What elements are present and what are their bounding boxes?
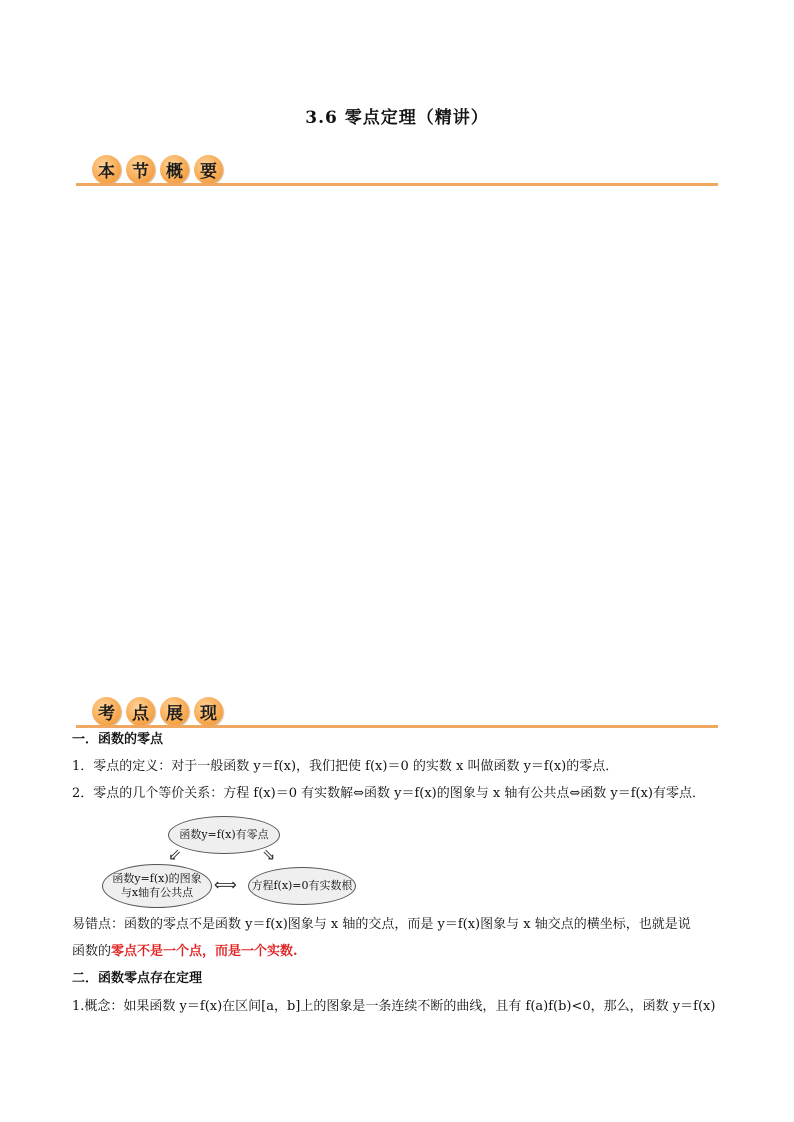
badge-char: 展 xyxy=(160,697,189,726)
ellipse-graph-intersects xyxy=(102,864,212,908)
ellipse-equation-root xyxy=(248,867,356,905)
ellipse-text xyxy=(112,872,201,900)
double-arrow-icon: ⇘ xyxy=(262,845,276,864)
paragraph-definition: 1．零点的定义：对于一般函数 y＝f(x)，我们把使 f(x)＝0 的实数 x 叫做函数 y＝f(x)的零点． xyxy=(72,759,619,774)
double-arrow-icon: ⇙ xyxy=(168,845,182,864)
paragraph-concept: 1.概念：如果函数 y＝f(x)在区间[a，b]上的图象是一条连续不断的曲线，且有 f(a)f(b)<0，那么，函数 y＝f(x) xyxy=(72,999,716,1014)
ellipse-text-line: 与x轴有公共点 xyxy=(120,886,194,899)
badge-char: 考 xyxy=(92,697,121,726)
pitfall-emphasis: 零点不是一个点，而是一个实数. xyxy=(111,944,298,959)
heading-existence-theorem: 二．函数零点存在定理 xyxy=(72,971,203,986)
badge-char: 本 xyxy=(92,155,121,184)
equivalence-diagram xyxy=(100,812,370,912)
pitfall-prefix: 函数的 xyxy=(72,944,112,959)
paragraph-pitfall-cont xyxy=(72,941,724,963)
badge-char: 要 xyxy=(194,155,223,184)
badge-char: 点 xyxy=(126,697,155,726)
section-badges xyxy=(92,155,228,184)
badge-char: 现 xyxy=(194,697,223,726)
paragraph-equivalence: 2．零点的几个等价关系：方程 f(x)＝0 有实数解⇔函数 y＝f(x)的图象与 x 轴有公共点⇔函数 y＝f(x)有零点． xyxy=(72,786,706,801)
heading-zero-of-function: 一．函数的零点 xyxy=(72,732,164,747)
badge-char: 概 xyxy=(160,155,189,184)
page-title: 3.6 零点定理（精讲） xyxy=(305,108,489,128)
ellipse-text: 函数y=f(x)有零点 xyxy=(179,828,269,841)
double-arrow-icon: ⟺ xyxy=(214,875,237,894)
section-header-overview xyxy=(76,150,718,186)
section-divider xyxy=(76,725,718,728)
section-divider xyxy=(76,183,718,186)
ellipse-text: 方程f(x)=0有实数根 xyxy=(251,879,353,892)
paragraph-pitfall: 易错点：函数的零点不是函数 y＝f(x)图象与 x 轴的交点，而是 y＝f(x)图象与 x 轴交点的横坐标，也就是说 xyxy=(72,917,691,932)
ellipse-text-line: 函数y=f(x)的图象 xyxy=(112,872,202,885)
section-badges xyxy=(92,697,228,726)
badge-char: 节 xyxy=(126,155,155,184)
section-header-points xyxy=(76,692,718,728)
